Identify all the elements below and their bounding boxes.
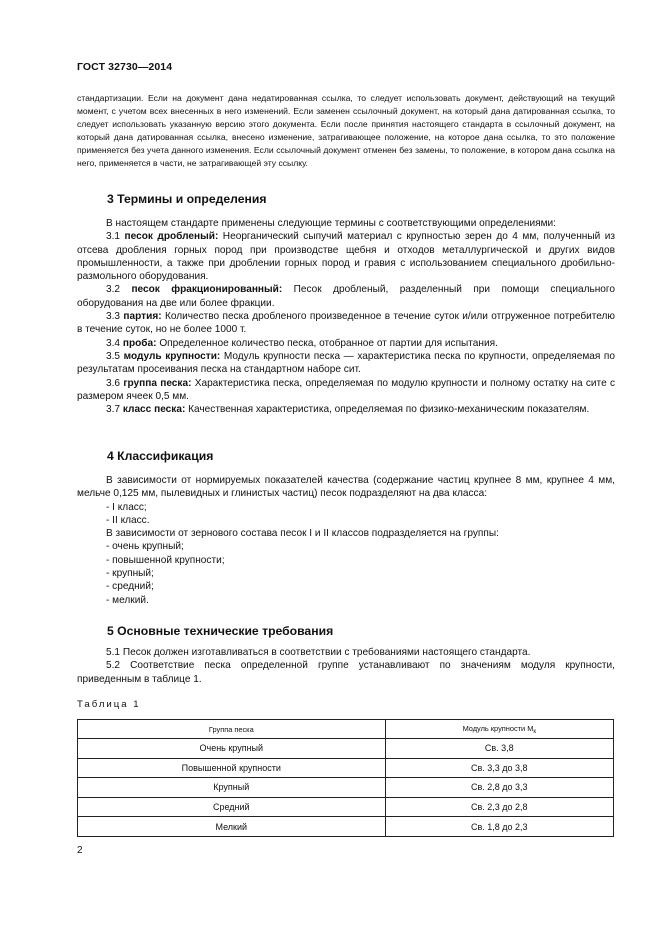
term-3-2: 3.2 песок фракционированный: Песок дробленый, разделенный при помощи специального оборудования на две или более фракции. <box>77 284 615 309</box>
section-3-body <box>77 217 615 416</box>
page-number: 2 <box>77 845 83 856</box>
section-3-lead: В настоящем стандарте применены следующие термины с соответствующими определениями: <box>106 218 556 229</box>
section-4-body <box>77 474 615 607</box>
sand-groups-table <box>77 719 614 837</box>
document-header: ГОСТ 32730—2014 <box>77 61 173 73</box>
term-3-1: 3.1 песок дробленый: Неорганический сыпучий материал с крупностью зерен до 4 мм, полученный из отсева дробления горных пород при производстве щебня и отходов металлургической и других видов промышленности, а также при дроблении горных пород и гравия с использованием специального дробильно-размольного оборудования. <box>77 231 615 283</box>
class-item: - I класс; <box>106 501 147 513</box>
table-row <box>78 778 614 798</box>
table-cell-modulus: Св. 3,3 до 3,8 <box>385 758 613 778</box>
term-3-6: 3.6 группа песка: Характеристика песка, определяемая по модулю крупности и полному остатку на сите с размером ячеек 0,5 мм. <box>77 377 615 402</box>
table-row <box>78 758 614 778</box>
table-cell-modulus: Св. 2,8 до 3,3 <box>385 778 613 798</box>
table-cell-group: Крупный <box>78 778 386 798</box>
table-cell-modulus: Св. 2,3 до 2,8 <box>385 797 613 817</box>
table-cell-group: Повышенной крупности <box>78 758 386 778</box>
table-cell-modulus: Св. 3,8 <box>385 739 613 759</box>
section-5-body <box>77 646 615 686</box>
group-item: - повышенной крупности; <box>106 554 225 566</box>
groups-lead: В зависимости от зернового состава песок I и II классов подразделяется на группы: <box>106 528 499 540</box>
table-cell-group: Очень крупный <box>78 739 386 759</box>
table-header-row <box>78 720 614 739</box>
section-5-title: 5 Основные технические требования <box>107 624 334 638</box>
term-3-5: 3.5 модуль крупности: Модуль крупности песка — характеристика песка по крупности, определяемая по результатам просеивания песка на стандартном наборе сит. <box>77 350 615 376</box>
group-item: - мелкий. <box>106 594 149 606</box>
intro-paragraph: стандартизации. Если на документ дана недатированная ссылка, то следует использовать документ, действующий на текущий момент, с учетом всех внесенных в него изменений. Если заменен ссылочный документ, на который дана датированная ссылка, то следует использовать указанную версию этого документа. Если после принятия настоящего стандарта в ссылочный документ, на который дана датированная ссылка, внесено изменение, затрагивающее положение, на которое дана ссылка, то это положение применяется без учета данного изменения. Если ссылочный документ отменен без замены, то положение, в котором дана ссылка на него, применяется в части, не затрагивающей эту ссылку. <box>77 93 615 169</box>
table-cell-group: Средний <box>78 797 386 817</box>
table-header-cell: Группа песка <box>78 720 386 739</box>
table-row <box>78 797 614 817</box>
section-4-title: 4 Классификация <box>107 449 214 463</box>
table-cell-group: Мелкий <box>78 817 386 837</box>
group-item: - средний; <box>106 581 154 593</box>
section-4-lead: В зависимости от нормируемых показателей качества (содержание частиц крупнее 8 мм, крупнее 4 мм, мельче 0,125 мм, пылевидных и глинистых частиц) песок подразделяют на два класса: <box>77 475 615 500</box>
term-3-4: 3.4 проба: Определенное количество песка, отобранное от партии для испытания. <box>106 337 498 349</box>
table-header-cell: Модуль крупности $М_к$ <box>385 720 613 739</box>
table-row <box>78 739 614 759</box>
table-row <box>78 817 614 837</box>
class-item: - II класс. <box>106 514 150 526</box>
section-3-title: 3 Термины и определения <box>107 192 267 206</box>
term-3-3: 3.3 партия: Количество песка дробленого произведенное в течение суток и/или отгруженное потребителю в течение суток, но не более 1000 т. <box>77 311 615 336</box>
group-item: - очень крупный; <box>106 541 184 553</box>
group-item: - крупный; <box>106 568 154 580</box>
table-caption: Таблица 1 <box>77 699 141 710</box>
term-3-7: 3.7 класс песка: Качественная характеристика, определяемая по физико-механическим показателям. <box>106 404 590 416</box>
clause-5-1: 5.1 Песок должен изготавливаться в соответствии с требованиями настоящего стандарта. <box>106 647 531 658</box>
clause-5-2: 5.2 Соответствие песка определенной группе устанавливают по значениям модуля крупности, приведенным в таблице 1. <box>77 660 615 685</box>
table-cell-modulus: Св. 1,8 до 2,3 <box>385 817 613 837</box>
